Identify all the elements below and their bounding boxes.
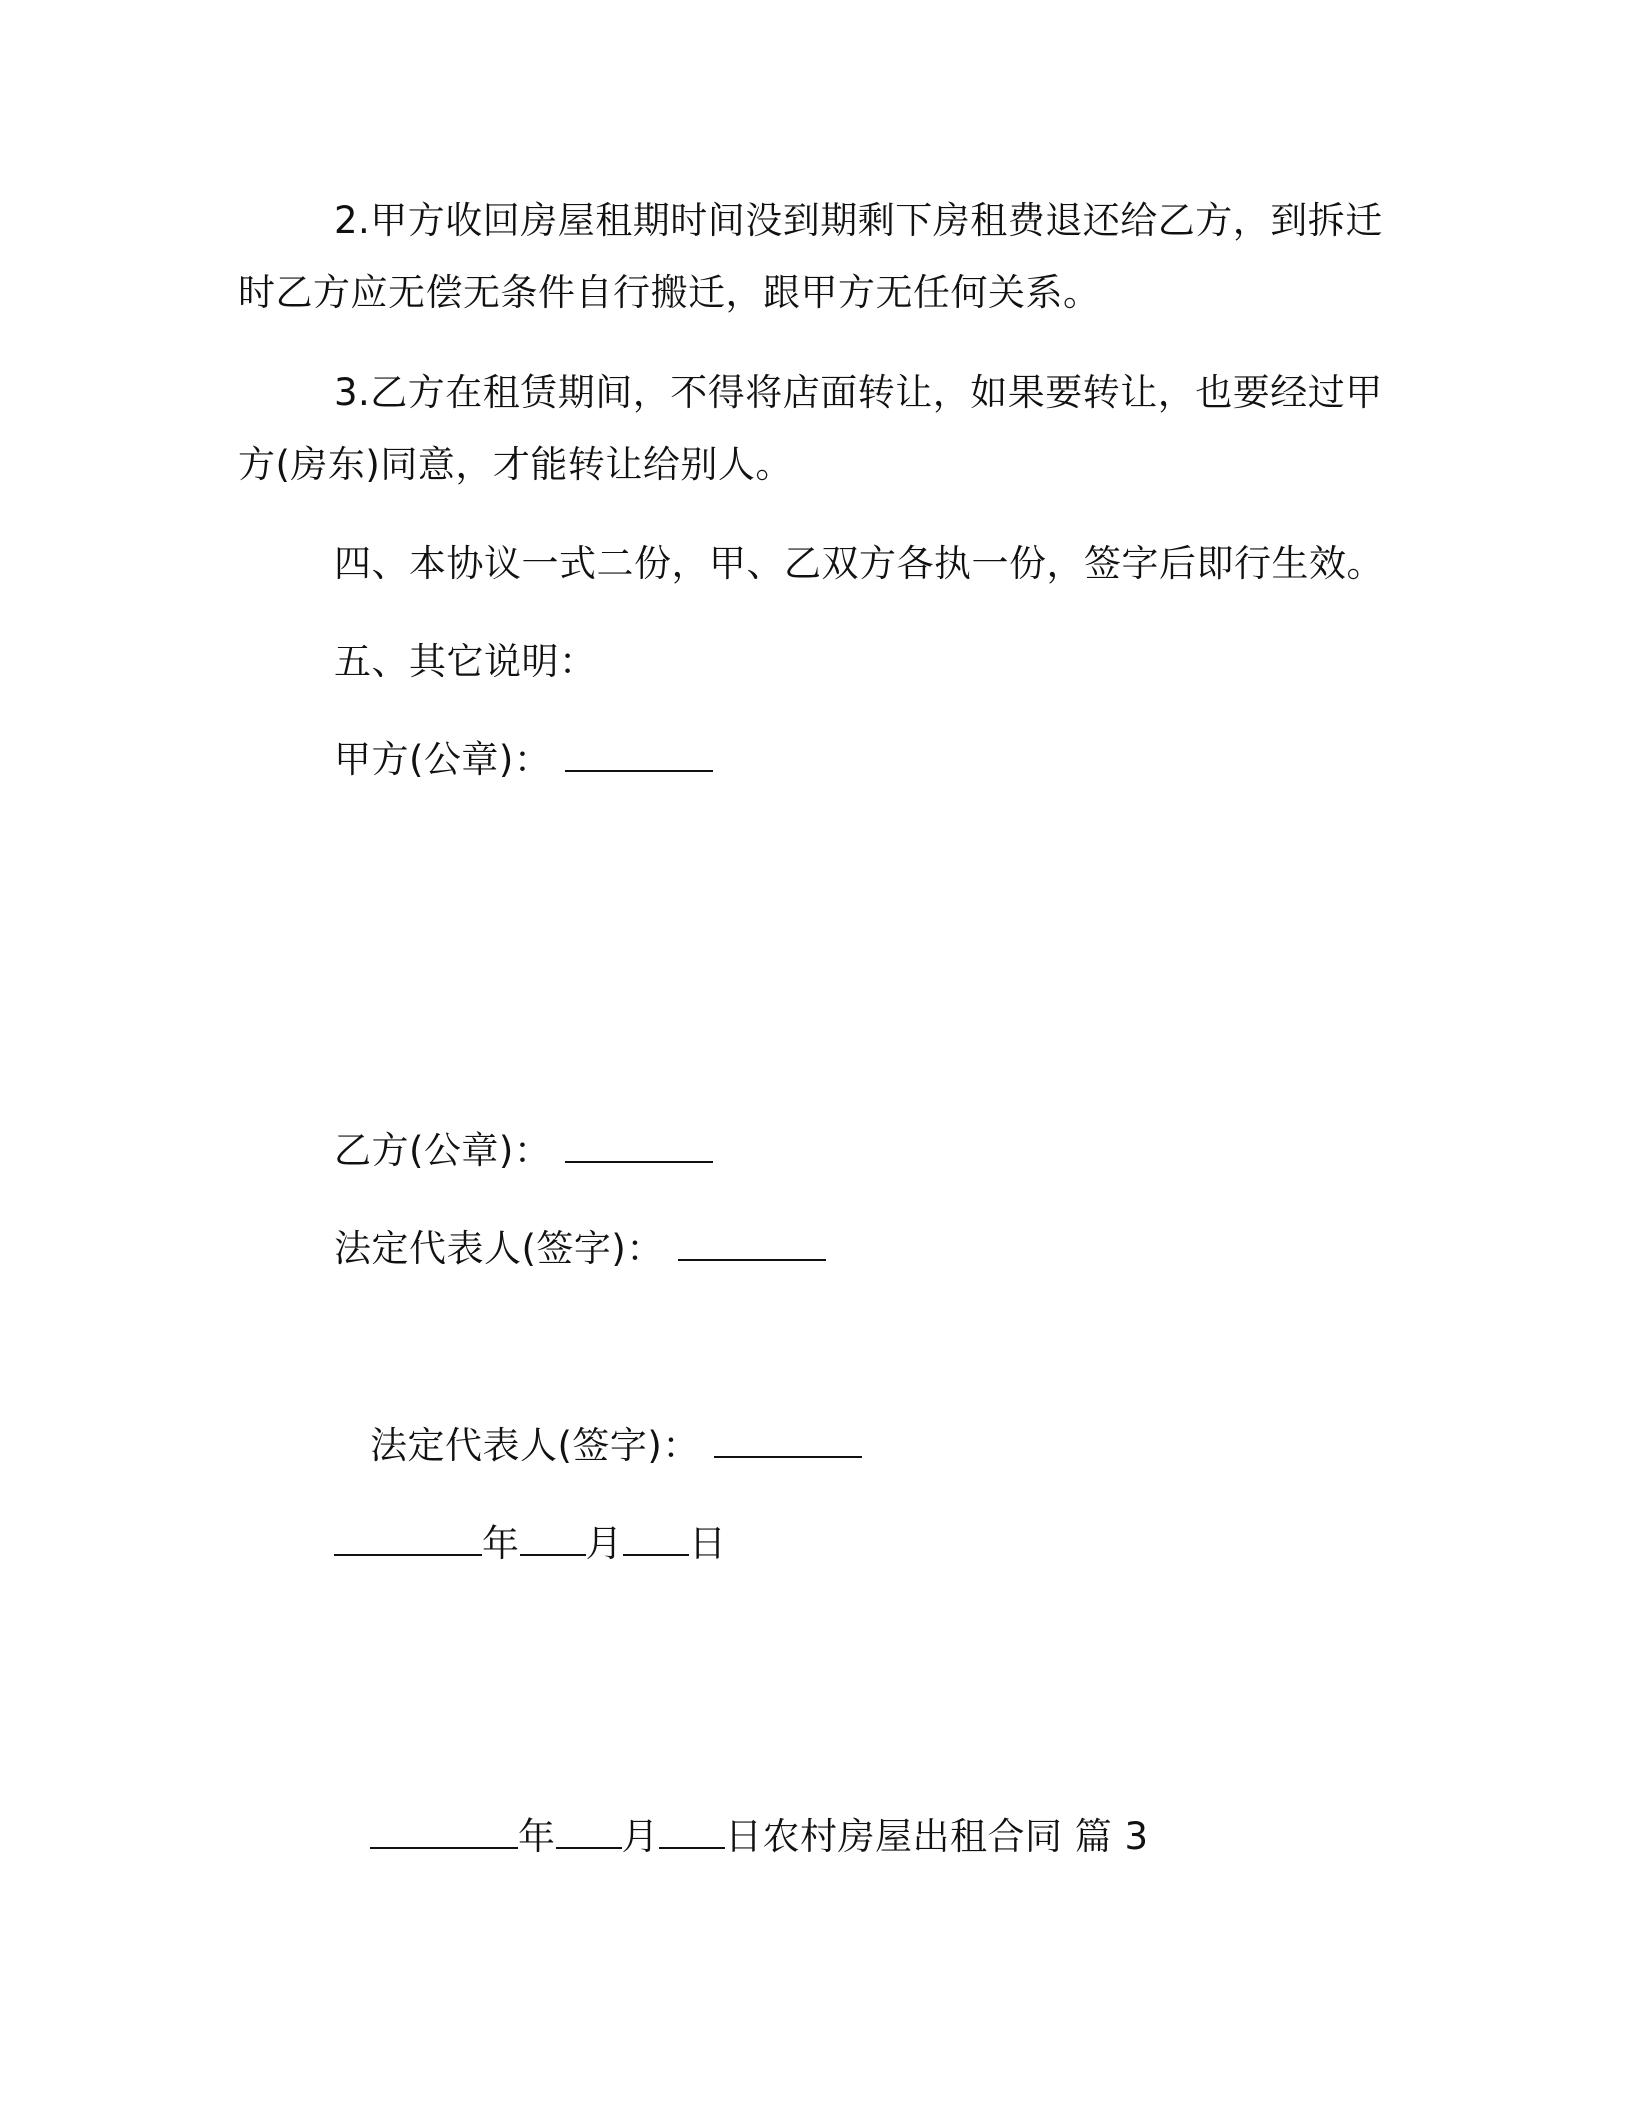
- date-line-1: [334, 1520, 727, 1567]
- date-2-month-blank: [556, 1813, 622, 1849]
- legal-rep-label-2: 法定代表人(签字)：: [370, 1424, 700, 1467]
- date-2-day-blank: [659, 1813, 725, 1849]
- section-title: 日农村房屋出租合同 篇 3: [725, 1815, 1149, 1858]
- legal-rep-blank-1: [678, 1225, 826, 1261]
- clause-5: 五、其它说明：: [334, 640, 597, 683]
- legal-rep-label-1: 法定代表人(签字)：: [334, 1227, 664, 1270]
- legal-rep-signature-line-1: [334, 1225, 826, 1272]
- date-1-month-label: 月: [585, 1522, 623, 1565]
- date-2-year-blank: [370, 1813, 518, 1849]
- paragraph-2-line-2: 时乙方应无偿无条件自行搬迁，跟甲方无任何关系。: [238, 271, 1101, 314]
- legal-rep-blank-2: [714, 1422, 862, 1458]
- clause-4: 四、本协议一式二份，甲、乙双方各执一份，签字后即行生效。: [334, 542, 1384, 585]
- date-1-day-blank: [623, 1520, 689, 1556]
- party-a-label: 甲方(公章)：: [334, 738, 552, 781]
- party-b-blank: [565, 1127, 713, 1163]
- party-a-blank: [565, 736, 713, 772]
- paragraph-3-line-1: 3.乙方在租赁期间，不得将店面转让，如果要转让，也要经过甲: [334, 371, 1383, 414]
- date-title-line: [370, 1813, 1149, 1860]
- legal-rep-signature-line-2: [370, 1422, 862, 1469]
- date-1-year-label: 年: [482, 1522, 520, 1565]
- paragraph-3-line-2: 方(房东)同意，才能转让给别人。: [238, 443, 793, 486]
- party-a-signature-line: [334, 736, 713, 783]
- date-1-month-blank: [520, 1520, 586, 1556]
- party-b-label: 乙方(公章)：: [334, 1129, 552, 1172]
- date-2-month-label: 月: [621, 1815, 659, 1858]
- date-1-day-label: 日: [689, 1522, 727, 1565]
- date-2-year-label: 年: [518, 1815, 556, 1858]
- paragraph-2-line-1: 2.甲方收回房屋租期时间没到期剩下房租费退还给乙方，到拆迁: [334, 199, 1383, 242]
- date-1-year-blank: [334, 1520, 482, 1556]
- party-b-signature-line: [334, 1127, 713, 1174]
